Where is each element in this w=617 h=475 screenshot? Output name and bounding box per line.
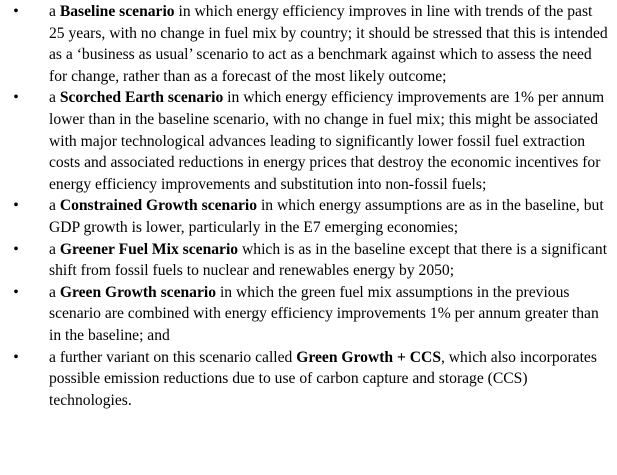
item-text: in which energy assumptions are as in the baseline, but GDP growth is lower, particularly in the E7 emerging economies;: [49, 197, 604, 236]
bullet-icon: •: [13, 89, 19, 107]
item-text: in which energy efficiency improves in line with trends of the past 25 years, with no change in fuel mix by country; it should be stressed that this is intended as a ‘business as usual’ scenario to act as a benchmark against which to assess the need for change, rather than as a forecast of the most likely outcome;: [49, 3, 608, 85]
list-item-baseline: [0, 1, 617, 87]
bullet-icon: •: [13, 197, 19, 215]
list-item-greener-fuel-mix: [0, 239, 617, 282]
list-item-scorched-earth: [0, 87, 617, 195]
item-prefix: a: [49, 283, 60, 301]
item-text: in which the green fuel mix assumptions in the previous scenario are combined with energy efficiency improvements 1% per annum greater than in the baseline; and: [49, 283, 599, 344]
item-text: , which also incorporates possible emission reductions due to use of carbon capture and storage (CCS) technologies.: [49, 348, 597, 409]
bullet-icon: •: [13, 240, 19, 258]
scenario-term: Baseline scenario: [59, 3, 175, 20]
list-item-constrained-growth: [0, 195, 617, 238]
item-text: which is as in the baseline except that there is a significant shift from fossil fuels to nuclear and renewables energy by 2050;: [49, 240, 608, 280]
scenario-term: Green Growth + CCS: [296, 348, 441, 366]
item-prefix: a: [49, 89, 60, 107]
document-body: [0, 1, 617, 411]
scenario-list: [0, 1, 617, 411]
scenario-term: Green Growth scenario: [59, 283, 217, 301]
list-item-green-growth-ccs: [0, 347, 617, 412]
item-prefix: a: [49, 240, 60, 258]
scenario-term: Constrained Growth scenario: [59, 197, 258, 215]
bullet-icon: •: [13, 283, 19, 301]
item-prefix: a further variant on this scenario called: [49, 348, 297, 366]
bullet-icon: •: [13, 348, 19, 366]
list-item-green-growth: [0, 282, 617, 347]
item-text: in which energy efficiency improvements are 1% per annum lower than in the baseline scenario, with no change in fuel mix; this might be associated with major technological advances leading to significantly lower fossil fuel extraction costs and associated reductions in energy prices that destroy the economic incentives for energy efficiency improvements and substitution into non-fossil fuels;: [49, 89, 605, 193]
bullet-icon: •: [13, 3, 19, 20]
item-prefix: a: [49, 3, 60, 20]
scenario-term: Scorched Earth scenario: [59, 89, 224, 107]
scenario-term: Greener Fuel Mix scenario: [59, 240, 239, 258]
item-prefix: a: [49, 197, 60, 215]
